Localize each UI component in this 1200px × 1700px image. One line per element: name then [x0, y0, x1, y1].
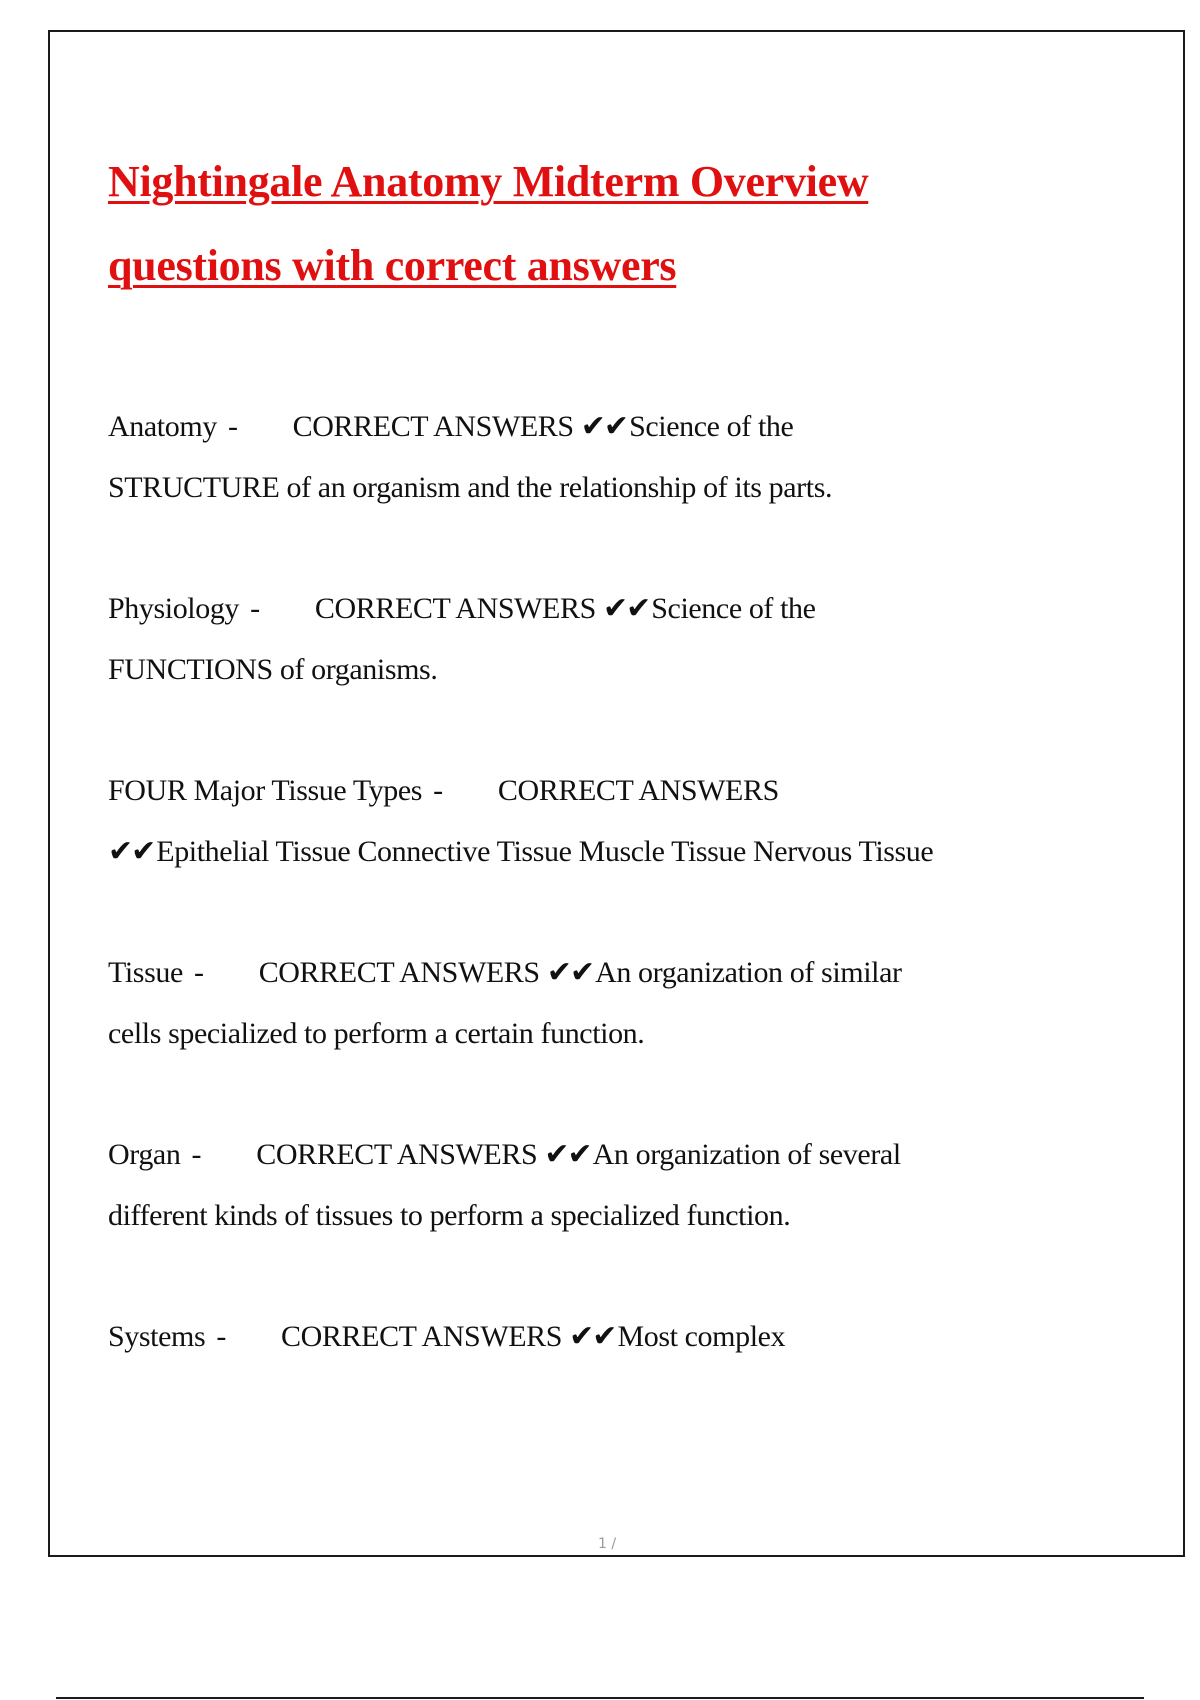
qa-answer-rest: FUNCTIONS of organisms.	[108, 653, 438, 686]
qa-term: Tissue	[108, 956, 183, 989]
check-mark-icon: ✔✔	[546, 956, 594, 989]
qa-item-organ	[108, 1124, 1028, 1246]
qa-separator: -	[216, 1320, 226, 1353]
qa-item-physiology	[108, 578, 1028, 700]
qa-answer-first: Science of the	[651, 592, 816, 625]
qa-term: Organ	[108, 1138, 181, 1171]
qa-term: Anatomy	[108, 410, 217, 443]
qa-term: Physiology	[108, 592, 240, 625]
answer-marker: CORRECT ANSWERS	[497, 774, 779, 807]
check-mark-icon: ✔✔	[108, 835, 155, 868]
check-mark-icon: ✔✔	[602, 592, 650, 625]
qa-separator: -	[193, 956, 204, 989]
title-line-2: questions with correct answers	[108, 241, 677, 290]
qa-separator: -	[227, 410, 238, 443]
check-mark-icon: ✔✔	[580, 410, 628, 443]
answer-marker: CORRECT ANSWERS	[292, 410, 574, 443]
answer-marker: CORRECT ANSWERS	[281, 1320, 563, 1353]
qa-item-systems	[108, 1306, 1028, 1367]
qa-answer-rest: different kinds of tissues to perform a specialized function.	[108, 1199, 791, 1232]
qa-answer-first: An organization of similar	[595, 956, 902, 989]
bottom-divider	[56, 1697, 1144, 1699]
qa-term: Systems	[108, 1320, 206, 1353]
qa-separator: -	[433, 774, 443, 807]
qa-answer-rest: cells specialized to perform a certain function.	[108, 1017, 645, 1050]
check-mark-icon: ✔✔	[544, 1138, 591, 1171]
title-line-1: Nightingale Anatomy Midterm Overview	[108, 157, 869, 206]
qa-item-tissue-types	[108, 760, 1028, 882]
qa-answer-first: Science of the	[629, 410, 794, 443]
qa-answer-first: An organization of several	[592, 1138, 901, 1171]
document-title	[108, 140, 1028, 308]
page-number: 1 /	[598, 1536, 617, 1552]
qa-term: FOUR Major Tissue Types	[108, 774, 423, 807]
answer-marker: CORRECT ANSWERS	[314, 592, 596, 625]
answer-marker: CORRECT ANSWERS	[256, 1138, 538, 1171]
qa-answer-first: Most complex	[617, 1320, 786, 1353]
qa-separator: -	[191, 1138, 202, 1171]
qa-item-anatomy	[108, 396, 1028, 518]
qa-item-tissue	[108, 942, 1028, 1064]
qa-list	[108, 396, 1028, 1367]
document-content	[108, 140, 1028, 1427]
qa-answer-rest: Epithelial Tissue Connective Tissue Muscle Tissue Nervous Tissue	[156, 835, 934, 868]
check-mark-icon: ✔✔	[569, 1320, 616, 1353]
qa-separator: -	[250, 592, 260, 625]
answer-marker: CORRECT ANSWERS	[258, 956, 540, 989]
qa-answer-rest: STRUCTURE of an organism and the relationship of its parts.	[108, 471, 833, 504]
